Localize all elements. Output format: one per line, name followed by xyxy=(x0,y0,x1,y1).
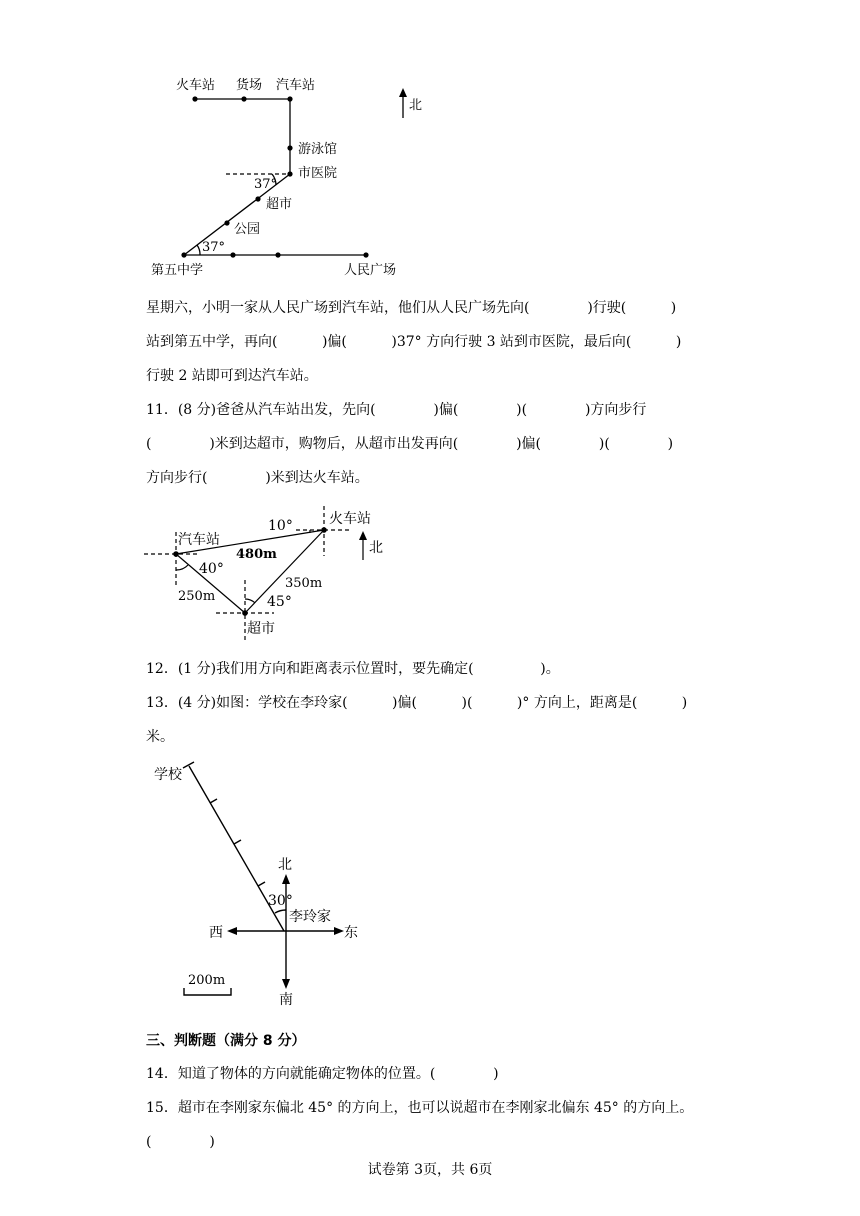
label-east: 东 xyxy=(344,925,358,941)
label-north: 北 xyxy=(409,98,423,113)
q15-line-2: ( ) xyxy=(146,1134,215,1150)
label-supermarket: 超市 xyxy=(266,197,293,212)
route-line-top xyxy=(195,99,290,174)
q11-line-2: ( )米到达超市，购物后，从超市出发再向( )偏( )( ) xyxy=(146,436,674,452)
label-angle-45: 45° xyxy=(267,594,292,610)
label-angle-bottom: 37° xyxy=(202,240,226,255)
east-arrowhead-icon xyxy=(334,927,344,935)
stop-dot-middle xyxy=(230,252,235,257)
label-supermarket-2: 超市 xyxy=(247,621,275,637)
q13-line-2: 米。 xyxy=(146,729,174,745)
label-south: 南 xyxy=(279,992,293,1008)
label-bus-station-2: 汽车站 xyxy=(178,532,220,548)
label-train-station: 火车站 xyxy=(176,78,216,93)
page-footer: 试卷第 3页，共 6页 xyxy=(367,1162,493,1178)
stop-dot-supermarket xyxy=(255,196,260,201)
q11-line-1: 11．(8 分)爸爸从汽车站出发，先向( )偏( )( )方向步行 xyxy=(146,402,647,418)
section-title-judgement: 三、判断题（满分 8 分） xyxy=(146,1033,306,1049)
label-angle-10: 10° xyxy=(268,518,293,534)
q14-line-1: 14．知道了物体的方向就能确定物体的位置。( ) xyxy=(146,1066,499,1082)
node-supermarket xyxy=(242,610,248,616)
stop-dot-train-station xyxy=(192,96,197,101)
label-north-3: 北 xyxy=(278,857,292,873)
label-train-station-2: 火车站 xyxy=(329,511,371,527)
q10-line-1: 星期六，小明一家从人民广场到汽车站，他们从人民广场先向( )行驶( ) xyxy=(146,300,677,316)
label-school5: 第五中学 xyxy=(151,263,204,278)
q10-line-3: 行驶 2 站即可到达汽车站。 xyxy=(146,368,318,384)
label-park: 公园 xyxy=(234,222,261,237)
label-dist-350: 350m xyxy=(285,576,323,591)
label-scale: 200m xyxy=(188,973,226,988)
tick-3 xyxy=(258,882,265,886)
label-north-2: 北 xyxy=(369,540,383,556)
label-angle-top: 37° xyxy=(254,177,278,192)
node-bus-station xyxy=(173,551,179,557)
stop-dot-school5 xyxy=(181,252,186,257)
q11-line-3: 方向步行( )米到达火车站。 xyxy=(146,470,369,486)
north-arrow-icon-2 xyxy=(359,531,367,540)
label-angle-40: 40° xyxy=(199,561,224,577)
label-bus-station: 汽车站 xyxy=(276,78,316,93)
label-swimming-pool: 游泳馆 xyxy=(298,142,338,157)
label-dist-250: 250m xyxy=(178,589,216,604)
route-map-diagram xyxy=(0,0,860,290)
label-freight-yard: 货场 xyxy=(236,78,263,93)
stop-dot-park xyxy=(224,220,229,225)
label-angle-30: 30° xyxy=(268,893,293,909)
q10-line-2: 站到第五中学，再向( )偏( )37° 方向行驶 3 站到市医院，最后向( ) xyxy=(146,334,682,350)
angle-arc-bottom xyxy=(197,245,200,255)
west-arrowhead-icon xyxy=(227,927,237,935)
q15-line-1: 15．超市在李刚家东偏北 45° 的方向上，也可以说超市在李刚家北偏东 45° 的方向上。 xyxy=(146,1100,694,1116)
q12-line-1: 12．(1 分)我们用方向和距离表示位置时，要先确定( )。 xyxy=(146,661,560,677)
tick-2 xyxy=(234,840,241,844)
angle-arc-30 xyxy=(275,910,286,913)
scale-bar xyxy=(184,988,231,995)
label-dist-480: 480m xyxy=(236,547,277,562)
node-train-station xyxy=(321,527,327,533)
q13-line-1: 13．(4 分)如图：学校在李玲家( )偏( )( )° 方向上，距离是( ) xyxy=(146,695,688,711)
stop-dot-swimming-pool xyxy=(287,145,292,150)
school-endcap xyxy=(183,762,194,768)
angle-arc-40 xyxy=(176,565,188,570)
stop-dot-bus-station xyxy=(287,96,292,101)
north-arrowhead-icon xyxy=(282,874,290,884)
stop-dot-freight-yard xyxy=(241,96,246,101)
label-west: 西 xyxy=(209,925,223,941)
stop-dot-hospital xyxy=(287,171,292,176)
compass-map-diagram xyxy=(0,755,860,1010)
stop-dot-people-square xyxy=(363,252,368,257)
triangle-map-diagram xyxy=(0,500,860,650)
label-school: 学校 xyxy=(154,767,182,783)
tick-1 xyxy=(210,799,217,803)
label-people-square: 人民广场 xyxy=(344,263,397,278)
south-arrowhead-icon xyxy=(282,979,290,989)
label-hospital: 市医院 xyxy=(298,166,338,181)
north-arrow-icon xyxy=(399,88,407,97)
stop-dot-middle-2 xyxy=(275,252,280,257)
angle-arc-45 xyxy=(245,599,255,603)
label-home: 李玲家 xyxy=(289,909,331,925)
